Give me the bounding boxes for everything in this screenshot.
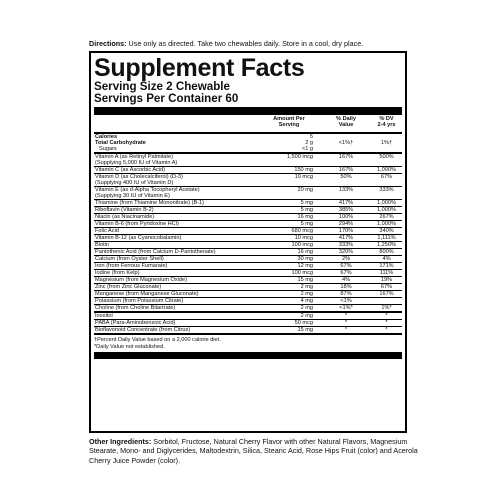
nutrient-label: Total Carbohydrate — [95, 140, 146, 146]
table-row — [94, 320, 402, 327]
nutrient-name — [94, 200, 257, 207]
daily-value-kids — [371, 146, 402, 153]
daily-value-kids: 333% — [371, 187, 402, 200]
table-row — [94, 242, 402, 249]
supplement-facts-panel — [89, 51, 407, 433]
nutrient-name — [94, 320, 257, 327]
table-row — [94, 187, 402, 200]
table-row — [94, 270, 402, 277]
nutrient-label: Pantothenic Acid (from Calcium D-Pantothenate) — [95, 249, 216, 255]
daily-value-kids: 1,000% — [371, 207, 402, 214]
directions-label: Directions: — [89, 39, 127, 48]
daily-value-kids: 1,000% — [371, 221, 402, 228]
daily-value-kids: * — [371, 327, 402, 335]
daily-value: 18% — [321, 284, 371, 291]
amount-per-serving: 2 mg — [257, 291, 321, 298]
table-row — [94, 207, 402, 214]
daily-value: * — [321, 312, 371, 320]
table-header-row — [94, 115, 402, 133]
nutrient-name — [94, 235, 257, 242]
table-row — [94, 167, 402, 174]
directions-body: Use only as directed. Take two chewables daily. Store in a cool, dry place. — [126, 39, 364, 48]
nutrient-name — [94, 305, 257, 313]
table-row — [94, 277, 402, 284]
amount-per-serving: 2 mg — [257, 284, 321, 291]
nutrient-label: Vitamin B-12 (as Cyanocobalamin) — [95, 235, 182, 241]
amount-per-serving: 680 mcg — [257, 228, 321, 235]
nutrient-label: Thiamine (from Thiamine Mononitrate) (B-1) — [95, 200, 205, 206]
footnote-asterisk: *Daily Value not established. — [94, 344, 165, 350]
daily-value: <1% — [321, 298, 371, 305]
daily-value: 320% — [321, 249, 371, 256]
table-row — [94, 146, 402, 153]
thick-divider — [94, 107, 402, 115]
nutrient-name — [94, 146, 257, 153]
daily-value-kids: 1,250% — [371, 242, 402, 249]
daily-value: 167% — [321, 167, 371, 174]
nutrient-label: Calories — [95, 134, 118, 140]
table-row — [94, 291, 402, 298]
daily-value: 385% — [321, 207, 371, 214]
daily-value-kids — [371, 133, 402, 140]
nutrient-name — [94, 249, 257, 256]
table-row — [94, 153, 402, 167]
nutrient-label: Biotin — [95, 242, 109, 248]
daily-value-kids: * — [371, 312, 402, 320]
nutrient-label: Niacin (as Niacinamide) — [95, 214, 155, 220]
daily-value: 167% — [321, 153, 371, 167]
daily-value — [321, 146, 371, 153]
header-blank — [94, 115, 257, 133]
nutrient-name — [94, 298, 257, 305]
daily-value: 50% — [321, 174, 371, 187]
header-dvk-line1: % DV — [379, 116, 394, 122]
header-dv-kids — [371, 115, 402, 133]
nutrient-name — [94, 327, 257, 335]
other-ingredients-label: Other Ingredients: — [89, 437, 152, 446]
daily-value: 333% — [321, 242, 371, 249]
daily-value-kids: 171% — [371, 263, 402, 270]
nutrient-sublabel: (Supplying 400 IU of Vitamin D) — [95, 180, 174, 186]
nutrient-name — [94, 174, 257, 187]
nutrient-name — [94, 214, 257, 221]
daily-value-kids: 340% — [371, 228, 402, 235]
daily-value: <1%* — [321, 305, 371, 313]
table-row — [94, 284, 402, 291]
nutrient-label: Calcium (from Oyster Shell) — [95, 256, 164, 262]
amount-per-serving: 2 mg — [257, 312, 321, 320]
header-dv-line2: Value — [338, 122, 354, 128]
daily-value-kids: 67% — [371, 174, 402, 187]
daily-value: * — [321, 320, 371, 327]
nutrient-name — [94, 291, 257, 298]
nutrient-name — [94, 167, 257, 174]
header-dvk-line2: 2-4 yrs — [377, 122, 396, 128]
daily-value-kids: 267% — [371, 214, 402, 221]
daily-value: * — [321, 327, 371, 335]
nutrient-name — [94, 153, 257, 167]
other-ingredients-text: Sorbitol, Fructose, Natural Cherry Flavor with other Natural Flavors, Magnesium Stearate, Mono- and Diglycerides, Maltodextrin, Silica, Stearic Acid, Rose Hips Fruit (color) and Acerola Cherry Juice Powder (color). — [89, 437, 418, 465]
daily-value-kids: 500% — [371, 153, 402, 167]
nutrient-name — [94, 277, 257, 284]
daily-value: 417% — [321, 235, 371, 242]
nutrient-sublabel: (Supplying 30 IU of Vitamin E) — [95, 193, 170, 199]
daily-value-kids: 1%† — [380, 140, 393, 146]
table-row — [94, 305, 402, 313]
nutrient-label: Sugars — [99, 146, 117, 152]
servings-per-container: Servings Per Container 60 — [94, 92, 239, 105]
table-row — [94, 214, 402, 221]
amount-per-serving: 10 mcg — [257, 235, 321, 242]
nutrient-rows — [94, 133, 402, 334]
nutrient-label: Iron (from Ferrous Fumarate) — [95, 263, 168, 269]
daily-value-kids — [371, 298, 402, 305]
nutrient-label: Inositol — [95, 313, 113, 319]
header-dv-line1: % Daily — [336, 116, 356, 122]
daily-value: 67% — [321, 270, 371, 277]
amount-per-serving: 150 mg — [257, 167, 321, 174]
daily-value: 100% — [321, 214, 371, 221]
directions-text — [89, 39, 489, 48]
nutrient-name — [94, 133, 257, 140]
nutrient-label: Vitamin A (as Retinyl Palmitate) — [95, 154, 173, 160]
daily-value-kids: 1,000% — [371, 200, 402, 207]
nutrient-label: Potassium (from Potassium Citrate) — [95, 298, 184, 304]
footnotes — [94, 335, 402, 351]
header-amount-line1: Amount Per — [273, 116, 305, 122]
nutrient-name — [94, 263, 257, 270]
daily-value-kids: * — [371, 320, 402, 327]
amount-per-serving: 16 mg — [257, 249, 321, 256]
nutrient-label: PABA (Para-Aminobenzoic Acid) — [95, 320, 176, 326]
nutrient-label: Folic Acid — [95, 228, 119, 234]
daily-value: 294% — [321, 221, 371, 228]
amount-per-serving: 5 — [309, 134, 313, 140]
header-daily-value — [321, 115, 371, 133]
nutrient-label: Choline (from Choline Bitartrate) — [95, 305, 176, 311]
nutrient-table — [94, 115, 402, 335]
nutrient-label: Magnesium (from Magnesium Oxide) — [95, 277, 188, 283]
amount-per-serving: 5 mg — [257, 207, 321, 214]
table-row — [94, 221, 402, 228]
daily-value: 133% — [321, 187, 371, 200]
nutrient-label: Vitamin B-6 (from Pyridoxine HCl) — [95, 221, 179, 227]
amount-per-serving: 5 mg — [257, 200, 321, 207]
bottom-divider — [94, 352, 402, 359]
daily-value: 417% — [321, 200, 371, 207]
daily-value-kids: 167% — [371, 291, 402, 298]
nutrient-label: Vitamin C (as Ascorbic Acid) — [95, 167, 166, 173]
table-row — [94, 174, 402, 187]
nutrient-label: Vitamin E (as d-Alpha Tocopheryl Acetate) — [95, 187, 200, 193]
daily-value-kids: 67% — [371, 284, 402, 291]
footnote-dagger: †Percent Daily Value based on a 2,000 calorie diet. — [94, 337, 221, 343]
nutrient-sublabel: (Supplying 5,000 IU of Vitamin A) — [95, 160, 178, 166]
serving-size: Serving Size 2 Chewable — [94, 80, 230, 93]
table-row — [94, 298, 402, 305]
amount-per-serving: 4 mg — [257, 298, 321, 305]
amount-per-serving: 30 mg — [257, 256, 321, 263]
nutrient-name — [94, 228, 257, 235]
amount-per-serving: 10 mcg — [257, 174, 321, 187]
nutrient-name — [94, 242, 257, 249]
daily-value: 87% — [321, 291, 371, 298]
daily-value-kids: 1%* — [371, 305, 402, 313]
nutrient-label: Zinc (from Zinc Gluconate) — [95, 284, 162, 290]
nutrient-name — [94, 221, 257, 228]
amount-per-serving: 100 mcg — [257, 242, 321, 249]
daily-value: 67% — [321, 263, 371, 270]
table-row — [94, 200, 402, 207]
daily-value-kids: 1,111% — [371, 235, 402, 242]
amount-per-serving: 15 mg — [257, 277, 321, 284]
nutrient-name — [94, 256, 257, 263]
table-row — [94, 235, 402, 242]
nutrient-name — [94, 284, 257, 291]
other-ingredients — [89, 437, 419, 465]
amount-per-serving: 15 mg — [257, 327, 321, 335]
daily-value-kids: 800% — [371, 249, 402, 256]
table-row — [94, 133, 402, 140]
amount-per-serving: 2 mg — [257, 305, 321, 313]
table-row — [94, 327, 402, 335]
daily-value: 170% — [321, 228, 371, 235]
nutrient-name — [94, 270, 257, 277]
amount-per-serving: 20 mg — [257, 187, 321, 200]
nutrient-name — [94, 312, 257, 320]
nutrient-name — [94, 207, 257, 214]
amount-per-serving: 50 mcg — [257, 320, 321, 327]
table-row — [94, 263, 402, 270]
daily-value — [321, 133, 371, 140]
daily-value-kids: 111% — [371, 270, 402, 277]
nutrient-label: Bioflavonoid Concentrate (from Citrus) — [95, 327, 191, 333]
nutrient-label: Manganese (from Manganese Gluconate) — [95, 291, 199, 297]
nutrient-name — [94, 187, 257, 200]
nutrient-label: Riboflavin (Vitamin B-2) — [95, 207, 154, 213]
table-row — [94, 228, 402, 235]
daily-value-kids: 19% — [371, 277, 402, 284]
amount-per-serving: 2 g — [305, 140, 313, 146]
amount-per-serving: 12 mg — [257, 263, 321, 270]
nutrient-label: Iodine (from Kelp) — [95, 270, 140, 276]
daily-value: <1%† — [338, 140, 354, 146]
amount-per-serving: 16 mg — [257, 214, 321, 221]
amount-per-serving: 100 mcg — [257, 270, 321, 277]
amount-per-serving: 1,500 mcg — [257, 153, 321, 167]
table-row — [94, 256, 402, 263]
amount-per-serving: <1 g — [257, 146, 321, 153]
daily-value-kids: 1,000% — [371, 167, 402, 174]
amount-per-serving: 5 mg — [257, 221, 321, 228]
header-amount — [257, 115, 321, 133]
table-row — [94, 312, 402, 320]
daily-value: 4% — [321, 277, 371, 284]
daily-value-kids: 4% — [371, 256, 402, 263]
table-row — [94, 249, 402, 256]
header-amount-line2: Serving — [278, 122, 300, 128]
panel-title: Supplement Facts — [94, 54, 305, 82]
daily-value: 2% — [321, 256, 371, 263]
nutrient-label: Vitamin D (as Cholecalciferol) (D-3) — [95, 174, 183, 180]
